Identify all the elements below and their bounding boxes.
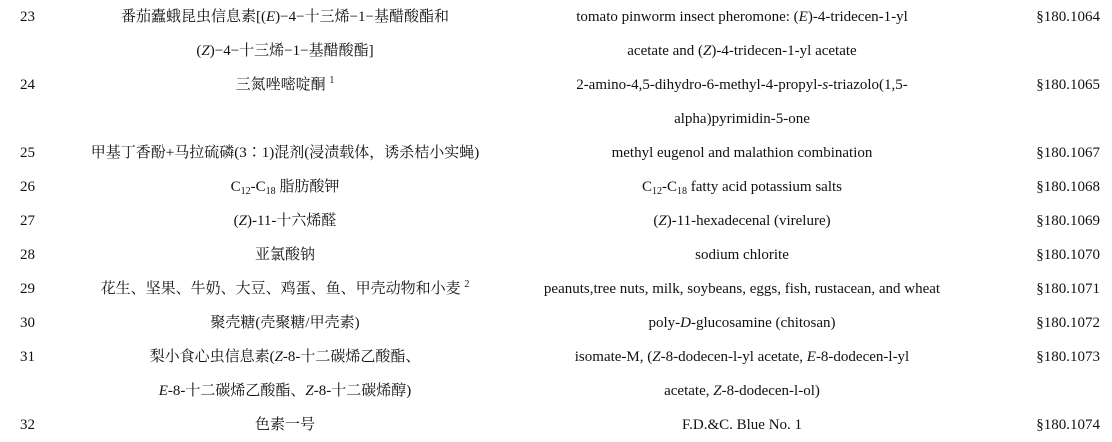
text-fragment: -triazolo(1,5- [828, 77, 908, 93]
chinese-name-line [56, 272, 514, 306]
text-fragment: -8-十二碳烯乙酸酯、 [282, 349, 421, 365]
chinese-name-line [56, 0, 514, 34]
text-fragment: 梨小食心虫信息素( [149, 349, 275, 365]
text-fragment: -8-dodecen-l-yl [815, 349, 910, 365]
table-row [0, 204, 1112, 238]
text-fragment: sodium chlorite [695, 247, 789, 263]
english-name-line [514, 170, 970, 204]
english-name [514, 340, 970, 408]
chinese-name-line [56, 374, 514, 408]
text-fragment: -8-十二碳烯醇) [313, 383, 412, 399]
chinese-name [56, 136, 514, 170]
row-number: 28 [20, 247, 35, 263]
table-row [0, 68, 1112, 136]
english-name-line [514, 0, 970, 34]
text-fragment: )-11-hexadecenal (virelure) [666, 213, 831, 229]
table-row [0, 170, 1112, 204]
english-name-line [514, 204, 970, 238]
chinese-name-line [56, 238, 514, 272]
text-fragment: D [680, 315, 691, 331]
row-number: 27 [20, 213, 35, 229]
english-name-line [514, 340, 970, 374]
row-number: 30 [20, 315, 35, 331]
english-name [514, 204, 970, 238]
chinese-name [56, 306, 514, 340]
english-name [514, 238, 970, 272]
row-number: 25 [20, 145, 35, 161]
english-name-line [514, 102, 970, 136]
text-fragment: 番茄蠹蛾昆虫信息素[( [120, 9, 266, 25]
footnote-marker: 1 [329, 75, 335, 86]
table-row [0, 306, 1112, 340]
text-fragment: )-4-tridecen-1-yl acetate [711, 43, 857, 59]
cfr-section-ref: §180.1072 [1036, 315, 1100, 331]
text-fragment: 亚氯酸钠 [254, 247, 315, 263]
row-number: 29 [20, 281, 35, 297]
row-number: 24 [20, 77, 35, 93]
english-name [514, 68, 970, 136]
text-fragment: 花生、坚果、牛奶、大豆、鸡蛋、鱼、甲壳动物和小麦 [100, 281, 465, 297]
chinese-name [56, 170, 514, 204]
text-fragment: )-11-十六烯醛 [246, 213, 337, 229]
chinese-name [56, 408, 514, 442]
text-fragment: isomate-M, ( [574, 349, 653, 365]
text-fragment: C [642, 179, 653, 195]
text-fragment: ( [653, 213, 659, 229]
text-fragment: Z [305, 383, 314, 399]
text-fragment: )−4−十三烯−1−基醋酸酯] [209, 43, 374, 59]
chinese-name-line [56, 204, 514, 238]
chinese-name-line [56, 170, 514, 204]
text-fragment: 甲基丁香酚+马拉硫磷(3∶1)混剂(浸渍载体，诱杀桔小实蝇) [90, 145, 480, 161]
row-number: 32 [20, 417, 35, 433]
chinese-name-line [56, 136, 514, 170]
table-row [0, 136, 1112, 170]
row-number: 23 [20, 9, 35, 25]
text-fragment: methyl eugenol and malathion combination [611, 145, 873, 161]
table-row [0, 0, 1112, 68]
text-fragment: ( [233, 213, 239, 229]
text-fragment: 色素一号 [254, 417, 315, 433]
english-name [514, 408, 970, 442]
footnote-marker: 2 [464, 279, 470, 290]
text-fragment: peanuts,tree nuts, milk, soybeans, eggs, fish, rustacean, and wheat [543, 281, 941, 297]
text-fragment: -C [662, 179, 678, 195]
chinese-name-line [56, 68, 514, 102]
row-number: 31 [20, 349, 35, 365]
cfr-section-ref: §180.1074 [1036, 417, 1100, 433]
chinese-name-line [56, 408, 514, 442]
english-name-line [514, 272, 970, 306]
english-name [514, 306, 970, 340]
text-fragment: C [230, 179, 241, 195]
text-fragment: -8-十二碳烯乙酸酯、 [167, 383, 306, 399]
cfr-section-ref: §180.1071 [1036, 281, 1100, 297]
english-name-line [514, 68, 970, 102]
cfr-section-ref: §180.1069 [1036, 213, 1100, 229]
english-name-line [514, 136, 970, 170]
subscript-text: 18 [265, 186, 276, 197]
table-row [0, 340, 1112, 408]
text-fragment: E [158, 383, 168, 399]
chinese-name-line [56, 34, 514, 68]
text-fragment: acetate and ( [627, 43, 704, 59]
text-fragment: 三氮唑嘧啶酮 [235, 77, 330, 93]
table-row [0, 272, 1112, 306]
chinese-name [56, 340, 514, 408]
english-name-line [514, 238, 970, 272]
text-fragment: -8-dodecen-l-yl acetate, [660, 349, 807, 365]
text-fragment: E [806, 349, 816, 365]
row-number: 26 [20, 179, 35, 195]
text-fragment: Z [274, 349, 283, 365]
text-fragment: alpha)pyrimidin-5-one [674, 111, 810, 127]
text-fragment: poly- [648, 315, 681, 331]
text-fragment: s [822, 77, 829, 93]
chinese-name [56, 272, 514, 306]
cfr-section-ref: §180.1073 [1036, 349, 1100, 365]
text-fragment: )-4-tridecen-1-yl [807, 9, 908, 25]
cfr-section-ref: §180.1067 [1036, 145, 1100, 161]
text-fragment: Z [658, 213, 667, 229]
text-fragment: )−4−十三烯−1−基醋酸酯和 [275, 9, 449, 25]
text-fragment: tomato pinworm insect pheromone: ( [576, 9, 799, 25]
text-fragment: -glucosamine (chitosan) [690, 315, 836, 331]
table-row [0, 238, 1112, 272]
chinese-name [56, 0, 514, 68]
chinese-name-line [56, 306, 514, 340]
text-fragment: Z [703, 43, 712, 59]
chinese-name-line [56, 340, 514, 374]
text-fragment: ( [196, 43, 202, 59]
english-name-line [514, 34, 970, 68]
text-fragment: -8-dodecen-l-ol) [721, 383, 820, 399]
cfr-section-ref: §180.1068 [1036, 179, 1100, 195]
english-name [514, 136, 970, 170]
text-fragment: 2-amino-4,5-dihydro-6-methyl-4-propyl- [576, 77, 823, 93]
chinese-name [56, 68, 514, 136]
chinese-name [56, 238, 514, 272]
subscript-text: 12 [240, 186, 251, 197]
text-fragment: acetate, [664, 383, 714, 399]
text-fragment: 脂肪酸钾 [275, 179, 340, 195]
english-name [514, 272, 970, 306]
english-name-line [514, 408, 970, 442]
english-name [514, 170, 970, 204]
text-fragment: Z [238, 213, 247, 229]
text-fragment: 聚壳糖(壳聚糖/甲壳素) [210, 315, 360, 331]
text-fragment: -C [250, 179, 266, 195]
cfr-section-ref: §180.1064 [1036, 9, 1100, 25]
chinese-name [56, 204, 514, 238]
text-fragment: F.D.&C. Blue No. 1 [681, 417, 803, 433]
english-name-line [514, 306, 970, 340]
cfr-section-ref: §180.1065 [1036, 77, 1100, 93]
english-name-line [514, 374, 970, 408]
text-fragment: E [798, 9, 808, 25]
english-name [514, 0, 970, 68]
text-fragment: fatty acid potassium salts [687, 179, 842, 195]
text-fragment: E [265, 9, 276, 25]
text-fragment: Z [201, 43, 210, 59]
table-row [0, 408, 1112, 442]
subscript-text: 12 [652, 186, 663, 197]
subscript-text: 18 [677, 186, 688, 197]
text-fragment: Z [713, 383, 722, 399]
text-fragment: Z [652, 349, 661, 365]
cfr-section-ref: §180.1070 [1036, 247, 1100, 263]
